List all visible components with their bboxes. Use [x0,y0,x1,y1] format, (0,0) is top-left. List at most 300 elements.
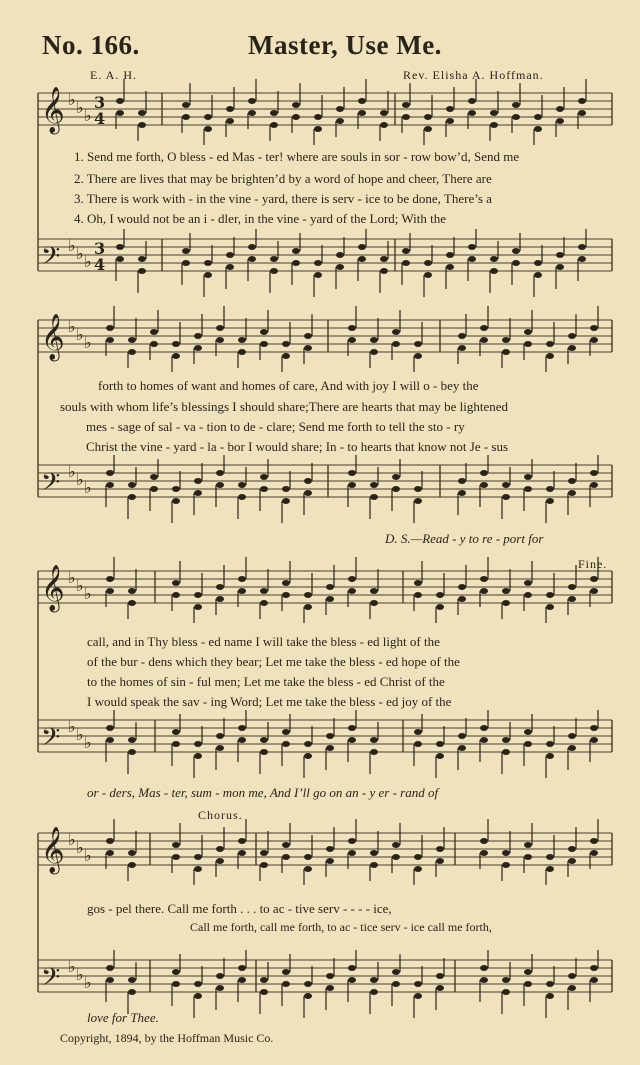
bass-clef: 𝄢 [41,963,61,998]
note-head [436,604,444,610]
note-head [260,600,268,606]
note-head [348,737,356,743]
note-head [106,977,114,983]
treble-clef: 𝄞 [41,827,65,873]
note-head [524,580,532,586]
note-head [546,981,554,987]
note-head [216,973,224,979]
note-head [590,325,598,331]
note-head [150,329,158,335]
note-head [568,490,576,496]
note-head [534,114,542,120]
verse-3-line-2: mes - sage of sal - va - tion to de - clare; Send me forth to tell the sto - ry [86,419,465,434]
note-head [512,248,520,254]
note-head [314,272,322,278]
note-head [556,264,564,270]
note-head [128,749,136,755]
note-head [424,114,432,120]
note-head [502,337,510,343]
note-head [590,737,598,743]
note-head [480,337,488,343]
bass-clef: 𝄢 [41,723,61,758]
note-head [590,725,598,731]
note-head [260,486,268,492]
flat-sign: ♭ [68,717,76,736]
note-head [172,854,180,860]
note-head [436,858,444,864]
note-head [590,337,598,343]
note-head [238,494,246,500]
note-head [480,850,488,856]
note-head [304,741,312,747]
note-head [480,965,488,971]
note-head [182,248,190,254]
note-head [380,122,388,128]
note-head [304,854,312,860]
note-head [116,110,124,116]
note-head [260,588,268,594]
note-head [546,866,554,872]
note-head [568,345,576,351]
time-signature-top: 3 [94,93,106,112]
note-head [292,248,300,254]
note-head [348,725,356,731]
time-signature-bottom: 4 [94,109,106,128]
note-head [238,977,246,983]
note-head [370,600,378,606]
note-head [458,333,466,339]
note-head [436,973,444,979]
note-head [282,498,290,504]
chorus-soprano-lyric: gos - pel there. Call me forth . . . to ac - tive serv - - - - ice, [87,901,392,916]
note-head [370,989,378,995]
note-head [524,981,532,987]
flat-sign: ♭ [84,106,92,125]
note-head [524,854,532,860]
note-head [490,268,498,274]
verse-4-line-1: 4. Oh, I would not be an i - dler, in the vine - yard of the Lord; With the [74,211,447,226]
note-head [348,977,356,983]
flat-sign: ♭ [68,317,76,336]
note-head [436,741,444,747]
flat-sign: ♭ [84,478,92,497]
note-head [172,981,180,987]
note-head [458,733,466,739]
flat-sign: ♭ [84,846,92,865]
note-head [568,985,576,991]
flat-sign: ♭ [68,90,76,109]
note-head [314,114,322,120]
note-head [534,126,542,132]
note-head [402,102,410,108]
note-head [128,977,136,983]
note-head [414,498,422,504]
composer-credit: Rev. Elisha A. Hoffman. [403,68,544,82]
hymn-number: No. 166. [42,30,140,60]
note-head [150,474,158,480]
verse-4-line-3: I would speak the sav - ing Word; Let me take the bless - ed joy of the [87,694,452,709]
note-head [546,486,554,492]
note-head [216,584,224,590]
note-head [556,118,564,124]
note-head [524,341,532,347]
note-head [502,349,510,355]
note-head [534,260,542,266]
note-head [568,745,576,751]
note-head [226,264,234,270]
note-head [336,252,344,258]
note-head [282,969,290,975]
note-head [248,110,256,116]
note-head [106,588,114,594]
note-head [348,325,356,331]
time-signature-bottom: 4 [94,255,106,274]
note-head [226,118,234,124]
note-head [490,122,498,128]
note-head [568,973,576,979]
time-signature-top: 3 [94,239,106,258]
note-head [150,341,158,347]
note-head [172,353,180,359]
note-head [128,494,136,500]
note-head [568,478,576,484]
note-head [216,858,224,864]
flat-sign: ♭ [68,236,76,255]
note-head [590,838,598,844]
note-head [270,110,278,116]
note-head [546,854,554,860]
note-head [106,725,114,731]
note-head [502,749,510,755]
note-head [468,110,476,116]
note-head [260,749,268,755]
note-head [204,126,212,132]
note-head [502,850,510,856]
note-head [304,604,312,610]
flat-sign: ♭ [76,725,84,744]
note-head [172,741,180,747]
verse-3-line-3: to the homes of sin - ful men; Let me take the bless - ed Christ of the [87,674,445,689]
note-head [348,838,356,844]
note-head [370,588,378,594]
note-head [414,341,422,347]
note-head [546,604,554,610]
note-head [414,981,422,987]
note-head [138,110,146,116]
note-head [314,126,322,132]
verse-2-line-2: souls with whom life’s blessings I should share;There are hearts that may be lightened [60,399,509,414]
hymn-title: Master, Use Me. [248,30,442,60]
note-head [282,981,290,987]
note-head [304,981,312,987]
note-head [282,486,290,492]
note-head [128,482,136,488]
note-head [468,256,476,262]
note-head [238,838,246,844]
note-head [172,729,180,735]
flat-sign: ♭ [68,830,76,849]
note-head [392,329,400,335]
note-head [182,260,190,266]
note-head [260,862,268,868]
note-head [182,102,190,108]
flat-sign: ♭ [68,568,76,587]
note-head [480,588,488,594]
note-head [138,268,146,274]
note-head [392,474,400,480]
note-head [260,341,268,347]
note-head [270,268,278,274]
note-head [304,753,312,759]
note-head [282,580,290,586]
note-head [226,106,234,112]
note-head [458,478,466,484]
note-head [172,842,180,848]
note-head [480,325,488,331]
note-head [424,126,432,132]
note-head [326,596,334,602]
chorus-bass-lyric: Call me forth, call me forth, to ac - tice serv - ice call me forth, [190,920,492,934]
note-head [106,965,114,971]
note-head [534,272,542,278]
ds-lyric-line-1: D. S.—Read - y to re - port for [385,531,544,546]
note-head [128,862,136,868]
note-head [194,993,202,999]
note-head [292,102,300,108]
note-head [348,576,356,582]
fine-marking: Fine. [578,557,608,571]
note-head [194,490,202,496]
note-head [446,118,454,124]
bass-clef: 𝄢 [41,468,61,503]
note-head [138,256,146,262]
flat-sign: ♭ [84,584,92,603]
note-head [282,341,290,347]
note-head [458,345,466,351]
note-head [414,854,422,860]
note-head [414,486,422,492]
note-head [392,969,400,975]
note-head [216,482,224,488]
note-head [116,244,124,250]
ds-lyric-line-3: love for Thee. [87,1010,159,1025]
note-head [216,337,224,343]
note-head [194,592,202,598]
note-head [590,588,598,594]
note-head [578,110,586,116]
note-head [524,474,532,480]
note-head [524,741,532,747]
note-head [106,470,114,476]
note-head [194,981,202,987]
note-head [392,981,400,987]
note-head [358,98,366,104]
note-head [380,268,388,274]
note-head [282,353,290,359]
note-head [556,252,564,258]
note-head [502,862,510,868]
note-head [524,842,532,848]
note-head [568,858,576,864]
note-head [480,977,488,983]
note-head [106,325,114,331]
note-head [260,850,268,856]
note-head [106,482,114,488]
note-head [568,733,576,739]
note-head [106,576,114,582]
note-head [414,592,422,598]
note-head [524,592,532,598]
note-head [248,244,256,250]
note-head [502,482,510,488]
flat-sign: ♭ [68,957,76,976]
flat-sign: ♭ [76,470,84,489]
note-head [172,486,180,492]
note-head [436,846,444,852]
note-head [216,325,224,331]
note-head [304,993,312,999]
note-head [238,850,246,856]
note-head [106,850,114,856]
note-head [358,110,366,116]
verse-4-line-2: Christ the vine - yard - la - bor I would share; In - to hearts that know not Je - sus [86,439,509,454]
note-head [260,989,268,995]
bass-clef: 𝄢 [41,242,61,277]
copyright-notice: Copyright, 1894, by the Hoffman Music Co. [60,1031,274,1045]
flat-sign: ♭ [84,333,92,352]
note-head [502,989,510,995]
note-head [216,745,224,751]
note-head [238,576,246,582]
note-head [204,260,212,266]
note-head [216,985,224,991]
flat-sign: ♭ [76,325,84,344]
note-head [182,114,190,120]
flat-sign: ♭ [68,462,76,481]
note-head [358,256,366,262]
note-head [194,333,202,339]
note-head [590,977,598,983]
note-head [172,498,180,504]
note-head [204,272,212,278]
note-head [380,110,388,116]
note-head [128,989,136,995]
note-head [524,486,532,492]
note-head [370,862,378,868]
note-head [216,470,224,476]
note-head [348,965,356,971]
note-head [238,482,246,488]
flat-sign: ♭ [76,576,84,595]
note-head [172,592,180,598]
note-head [128,600,136,606]
note-head [150,486,158,492]
note-head [578,256,586,262]
note-head [348,337,356,343]
note-head [414,741,422,747]
note-head [270,256,278,262]
note-head [304,490,312,496]
note-head [546,353,554,359]
note-head [304,866,312,872]
flat-sign: ♭ [84,733,92,752]
note-head [590,965,598,971]
note-head [216,733,224,739]
note-head [546,993,554,999]
flat-sign: ♭ [76,244,84,263]
note-head [348,850,356,856]
note-head [304,333,312,339]
verse-1-line-2: forth to homes of want and homes of care, And with joy I will o - bey the [98,378,479,393]
note-head [524,969,532,975]
note-head [502,494,510,500]
note-head [546,592,554,598]
note-head [392,854,400,860]
note-head [282,592,290,598]
note-head [502,600,510,606]
note-head [194,478,202,484]
note-head [424,260,432,266]
note-head [490,110,498,116]
verse-2-line-3: of the bur - dens which they bear; Let me take the bless - ed hope of the [87,654,460,669]
note-head [502,977,510,983]
note-head [238,337,246,343]
note-head [446,252,454,258]
note-head [304,345,312,351]
note-head [480,838,488,844]
note-head [568,333,576,339]
note-head [336,264,344,270]
note-head [424,272,432,278]
note-head [490,256,498,262]
note-head [480,737,488,743]
note-head [194,604,202,610]
note-head [282,729,290,735]
chorus-marking: Chorus. [198,808,243,822]
note-head [128,850,136,856]
note-head [326,985,334,991]
note-head [172,341,180,347]
note-head [282,842,290,848]
note-head [336,106,344,112]
note-head [282,741,290,747]
note-head [128,337,136,343]
note-head [458,596,466,602]
note-head [436,592,444,598]
note-head [304,592,312,598]
note-head [402,114,410,120]
note-head [392,341,400,347]
note-head [260,329,268,335]
note-head [590,576,598,582]
note-head [194,753,202,759]
note-head [260,977,268,983]
note-head [172,580,180,586]
treble-clef: 𝄞 [41,87,65,133]
verse-2-line-1: 2. There are lives that may be brighten’d by a word of hope and cheer, There are [74,171,492,186]
flat-sign: ♭ [76,838,84,857]
treble-clef: 𝄞 [41,314,65,360]
note-head [270,122,278,128]
note-head [480,576,488,582]
flat-sign: ♭ [84,252,92,271]
note-head [304,478,312,484]
note-head [326,973,334,979]
note-head [578,244,586,250]
note-head [128,737,136,743]
note-head [480,725,488,731]
note-head [292,114,300,120]
